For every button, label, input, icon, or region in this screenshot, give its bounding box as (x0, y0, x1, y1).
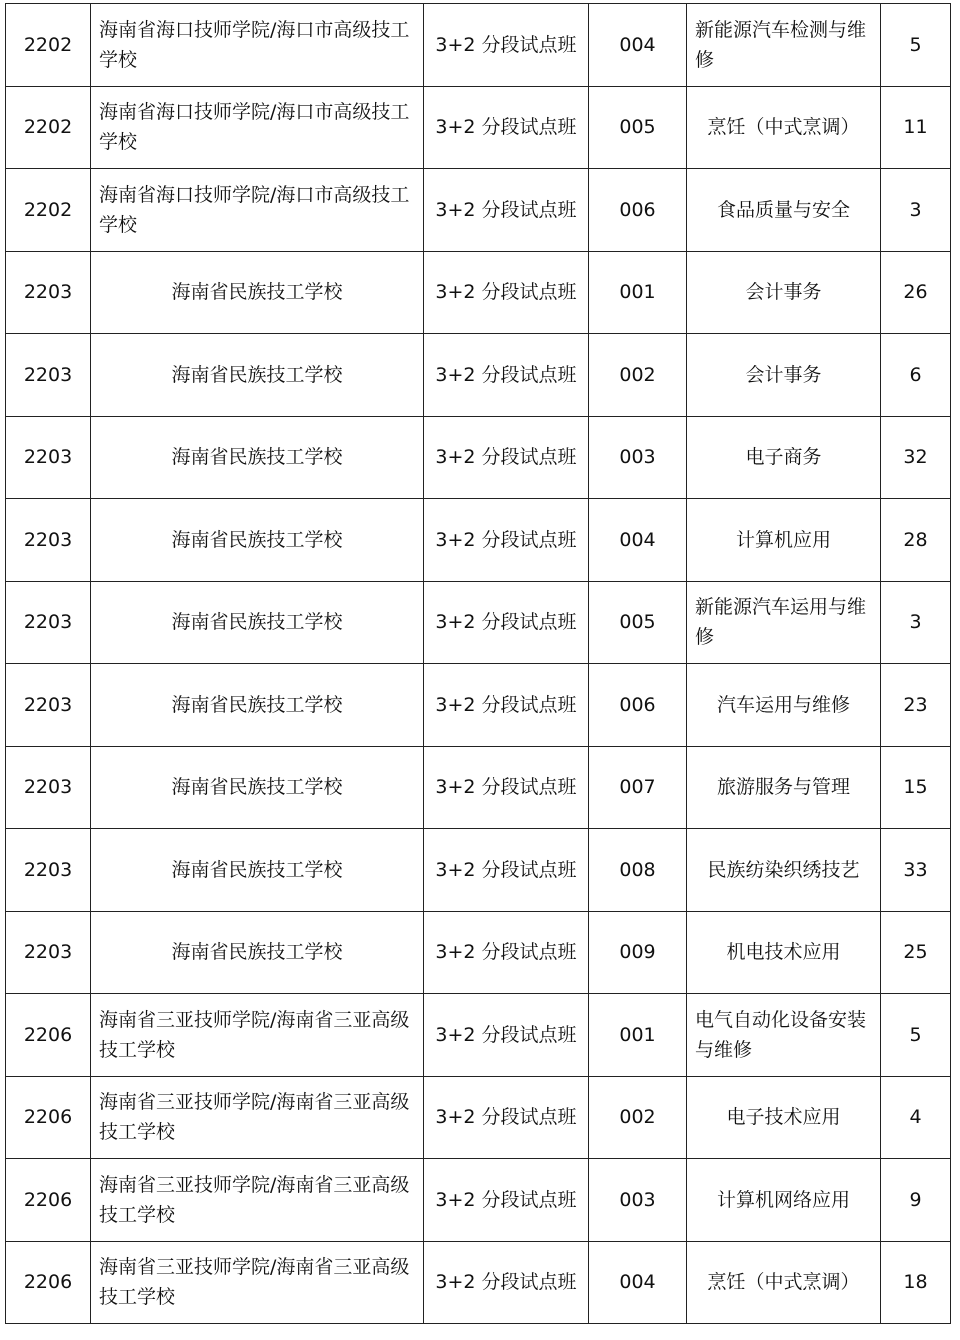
cell-major-name: 食品质量与安全 (687, 169, 881, 252)
cell-major-number: 004 (589, 499, 687, 582)
enrollment-table-container (5, 3, 951, 1324)
enrollment-table (5, 3, 951, 1324)
table-row (6, 334, 951, 417)
cell-school-name: 海南省民族技工学校 (91, 746, 424, 829)
cell-program-type: 3+2 分段试点班 (424, 664, 589, 747)
cell-program-type: 3+2 分段试点班 (424, 1076, 589, 1159)
cell-program-type: 3+2 分段试点班 (424, 334, 589, 417)
cell-enrollment-count: 5 (881, 4, 951, 87)
cell-program-type: 3+2 分段试点班 (424, 251, 589, 334)
cell-school-code: 2202 (6, 169, 91, 252)
cell-school-code: 2203 (6, 911, 91, 994)
cell-enrollment-count: 25 (881, 911, 951, 994)
table-row (6, 664, 951, 747)
cell-major-number: 009 (589, 911, 687, 994)
cell-major-name: 会计事务 (687, 251, 881, 334)
table-row (6, 86, 951, 169)
cell-major-name: 计算机应用 (687, 499, 881, 582)
cell-major-name: 计算机网络应用 (687, 1159, 881, 1242)
cell-major-number: 007 (589, 746, 687, 829)
cell-school-name: 海南省民族技工学校 (91, 416, 424, 499)
cell-school-code: 2203 (6, 581, 91, 664)
cell-school-code: 2203 (6, 334, 91, 417)
cell-major-name: 新能源汽车运用与维修 (687, 581, 881, 664)
cell-school-code: 2202 (6, 4, 91, 87)
cell-enrollment-count: 6 (881, 334, 951, 417)
cell-school-code: 2203 (6, 416, 91, 499)
cell-program-type: 3+2 分段试点班 (424, 499, 589, 582)
cell-school-name: 海南省民族技工学校 (91, 829, 424, 912)
cell-major-number: 002 (589, 334, 687, 417)
table-row (6, 4, 951, 87)
cell-program-type: 3+2 分段试点班 (424, 994, 589, 1077)
table-row (6, 499, 951, 582)
cell-enrollment-count: 11 (881, 86, 951, 169)
cell-enrollment-count: 26 (881, 251, 951, 334)
cell-enrollment-count: 23 (881, 664, 951, 747)
cell-school-code: 2206 (6, 1241, 91, 1324)
cell-school-code: 2203 (6, 499, 91, 582)
cell-major-number: 003 (589, 1159, 687, 1242)
cell-school-code: 2203 (6, 251, 91, 334)
cell-major-number: 005 (589, 581, 687, 664)
table-row (6, 581, 951, 664)
cell-program-type: 3+2 分段试点班 (424, 581, 589, 664)
cell-school-name: 海南省海口技师学院/海口市高级技工学校 (91, 4, 424, 87)
cell-major-name: 机电技术应用 (687, 911, 881, 994)
table-row (6, 994, 951, 1077)
cell-enrollment-count: 3 (881, 169, 951, 252)
cell-enrollment-count: 18 (881, 1241, 951, 1324)
table-row (6, 911, 951, 994)
cell-program-type: 3+2 分段试点班 (424, 4, 589, 87)
cell-school-name: 海南省海口技师学院/海口市高级技工学校 (91, 169, 424, 252)
cell-school-name: 海南省三亚技师学院/海南省三亚高级技工学校 (91, 1159, 424, 1242)
cell-enrollment-count: 4 (881, 1076, 951, 1159)
cell-school-code: 2203 (6, 664, 91, 747)
cell-program-type: 3+2 分段试点班 (424, 746, 589, 829)
table-row (6, 169, 951, 252)
table-row (6, 1241, 951, 1324)
cell-school-name: 海南省三亚技师学院/海南省三亚高级技工学校 (91, 1241, 424, 1324)
cell-enrollment-count: 32 (881, 416, 951, 499)
cell-school-code: 2206 (6, 994, 91, 1077)
cell-major-name: 会计事务 (687, 334, 881, 417)
table-row (6, 829, 951, 912)
cell-school-name: 海南省民族技工学校 (91, 911, 424, 994)
cell-school-name: 海南省民族技工学校 (91, 664, 424, 747)
cell-major-number: 004 (589, 4, 687, 87)
cell-school-code: 2206 (6, 1159, 91, 1242)
cell-program-type: 3+2 分段试点班 (424, 1241, 589, 1324)
cell-major-number: 006 (589, 664, 687, 747)
cell-program-type: 3+2 分段试点班 (424, 86, 589, 169)
cell-enrollment-count: 9 (881, 1159, 951, 1242)
cell-school-name: 海南省三亚技师学院/海南省三亚高级技工学校 (91, 1076, 424, 1159)
cell-major-number: 001 (589, 994, 687, 1077)
cell-school-name: 海南省民族技工学校 (91, 251, 424, 334)
cell-major-number: 004 (589, 1241, 687, 1324)
cell-major-name: 烹饪（中式烹调） (687, 86, 881, 169)
cell-major-number: 003 (589, 416, 687, 499)
cell-school-name: 海南省三亚技师学院/海南省三亚高级技工学校 (91, 994, 424, 1077)
cell-major-number: 005 (589, 86, 687, 169)
table-row (6, 416, 951, 499)
cell-enrollment-count: 5 (881, 994, 951, 1077)
cell-major-name: 民族纺染织绣技艺 (687, 829, 881, 912)
cell-school-code: 2203 (6, 746, 91, 829)
cell-program-type: 3+2 分段试点班 (424, 911, 589, 994)
cell-major-name: 电子技术应用 (687, 1076, 881, 1159)
cell-school-name: 海南省民族技工学校 (91, 581, 424, 664)
cell-program-type: 3+2 分段试点班 (424, 416, 589, 499)
cell-major-name: 电气自动化设备安装与维修 (687, 994, 881, 1077)
cell-school-code: 2203 (6, 829, 91, 912)
table-row (6, 746, 951, 829)
cell-school-name: 海南省海口技师学院/海口市高级技工学校 (91, 86, 424, 169)
cell-major-number: 006 (589, 169, 687, 252)
cell-major-name: 烹饪（中式烹调） (687, 1241, 881, 1324)
cell-school-name: 海南省民族技工学校 (91, 499, 424, 582)
cell-major-name: 汽车运用与维修 (687, 664, 881, 747)
cell-major-name: 新能源汽车检测与维修 (687, 4, 881, 87)
cell-major-name: 旅游服务与管理 (687, 746, 881, 829)
cell-major-number: 001 (589, 251, 687, 334)
cell-program-type: 3+2 分段试点班 (424, 1159, 589, 1242)
cell-major-number: 008 (589, 829, 687, 912)
table-body (6, 4, 951, 1324)
table-row (6, 251, 951, 334)
cell-school-code: 2206 (6, 1076, 91, 1159)
cell-enrollment-count: 33 (881, 829, 951, 912)
table-row (6, 1076, 951, 1159)
cell-major-number: 002 (589, 1076, 687, 1159)
cell-school-name: 海南省民族技工学校 (91, 334, 424, 417)
cell-school-code: 2202 (6, 86, 91, 169)
table-row (6, 1159, 951, 1242)
cell-enrollment-count: 3 (881, 581, 951, 664)
cell-enrollment-count: 28 (881, 499, 951, 582)
cell-enrollment-count: 15 (881, 746, 951, 829)
cell-program-type: 3+2 分段试点班 (424, 169, 589, 252)
cell-program-type: 3+2 分段试点班 (424, 829, 589, 912)
cell-major-name: 电子商务 (687, 416, 881, 499)
